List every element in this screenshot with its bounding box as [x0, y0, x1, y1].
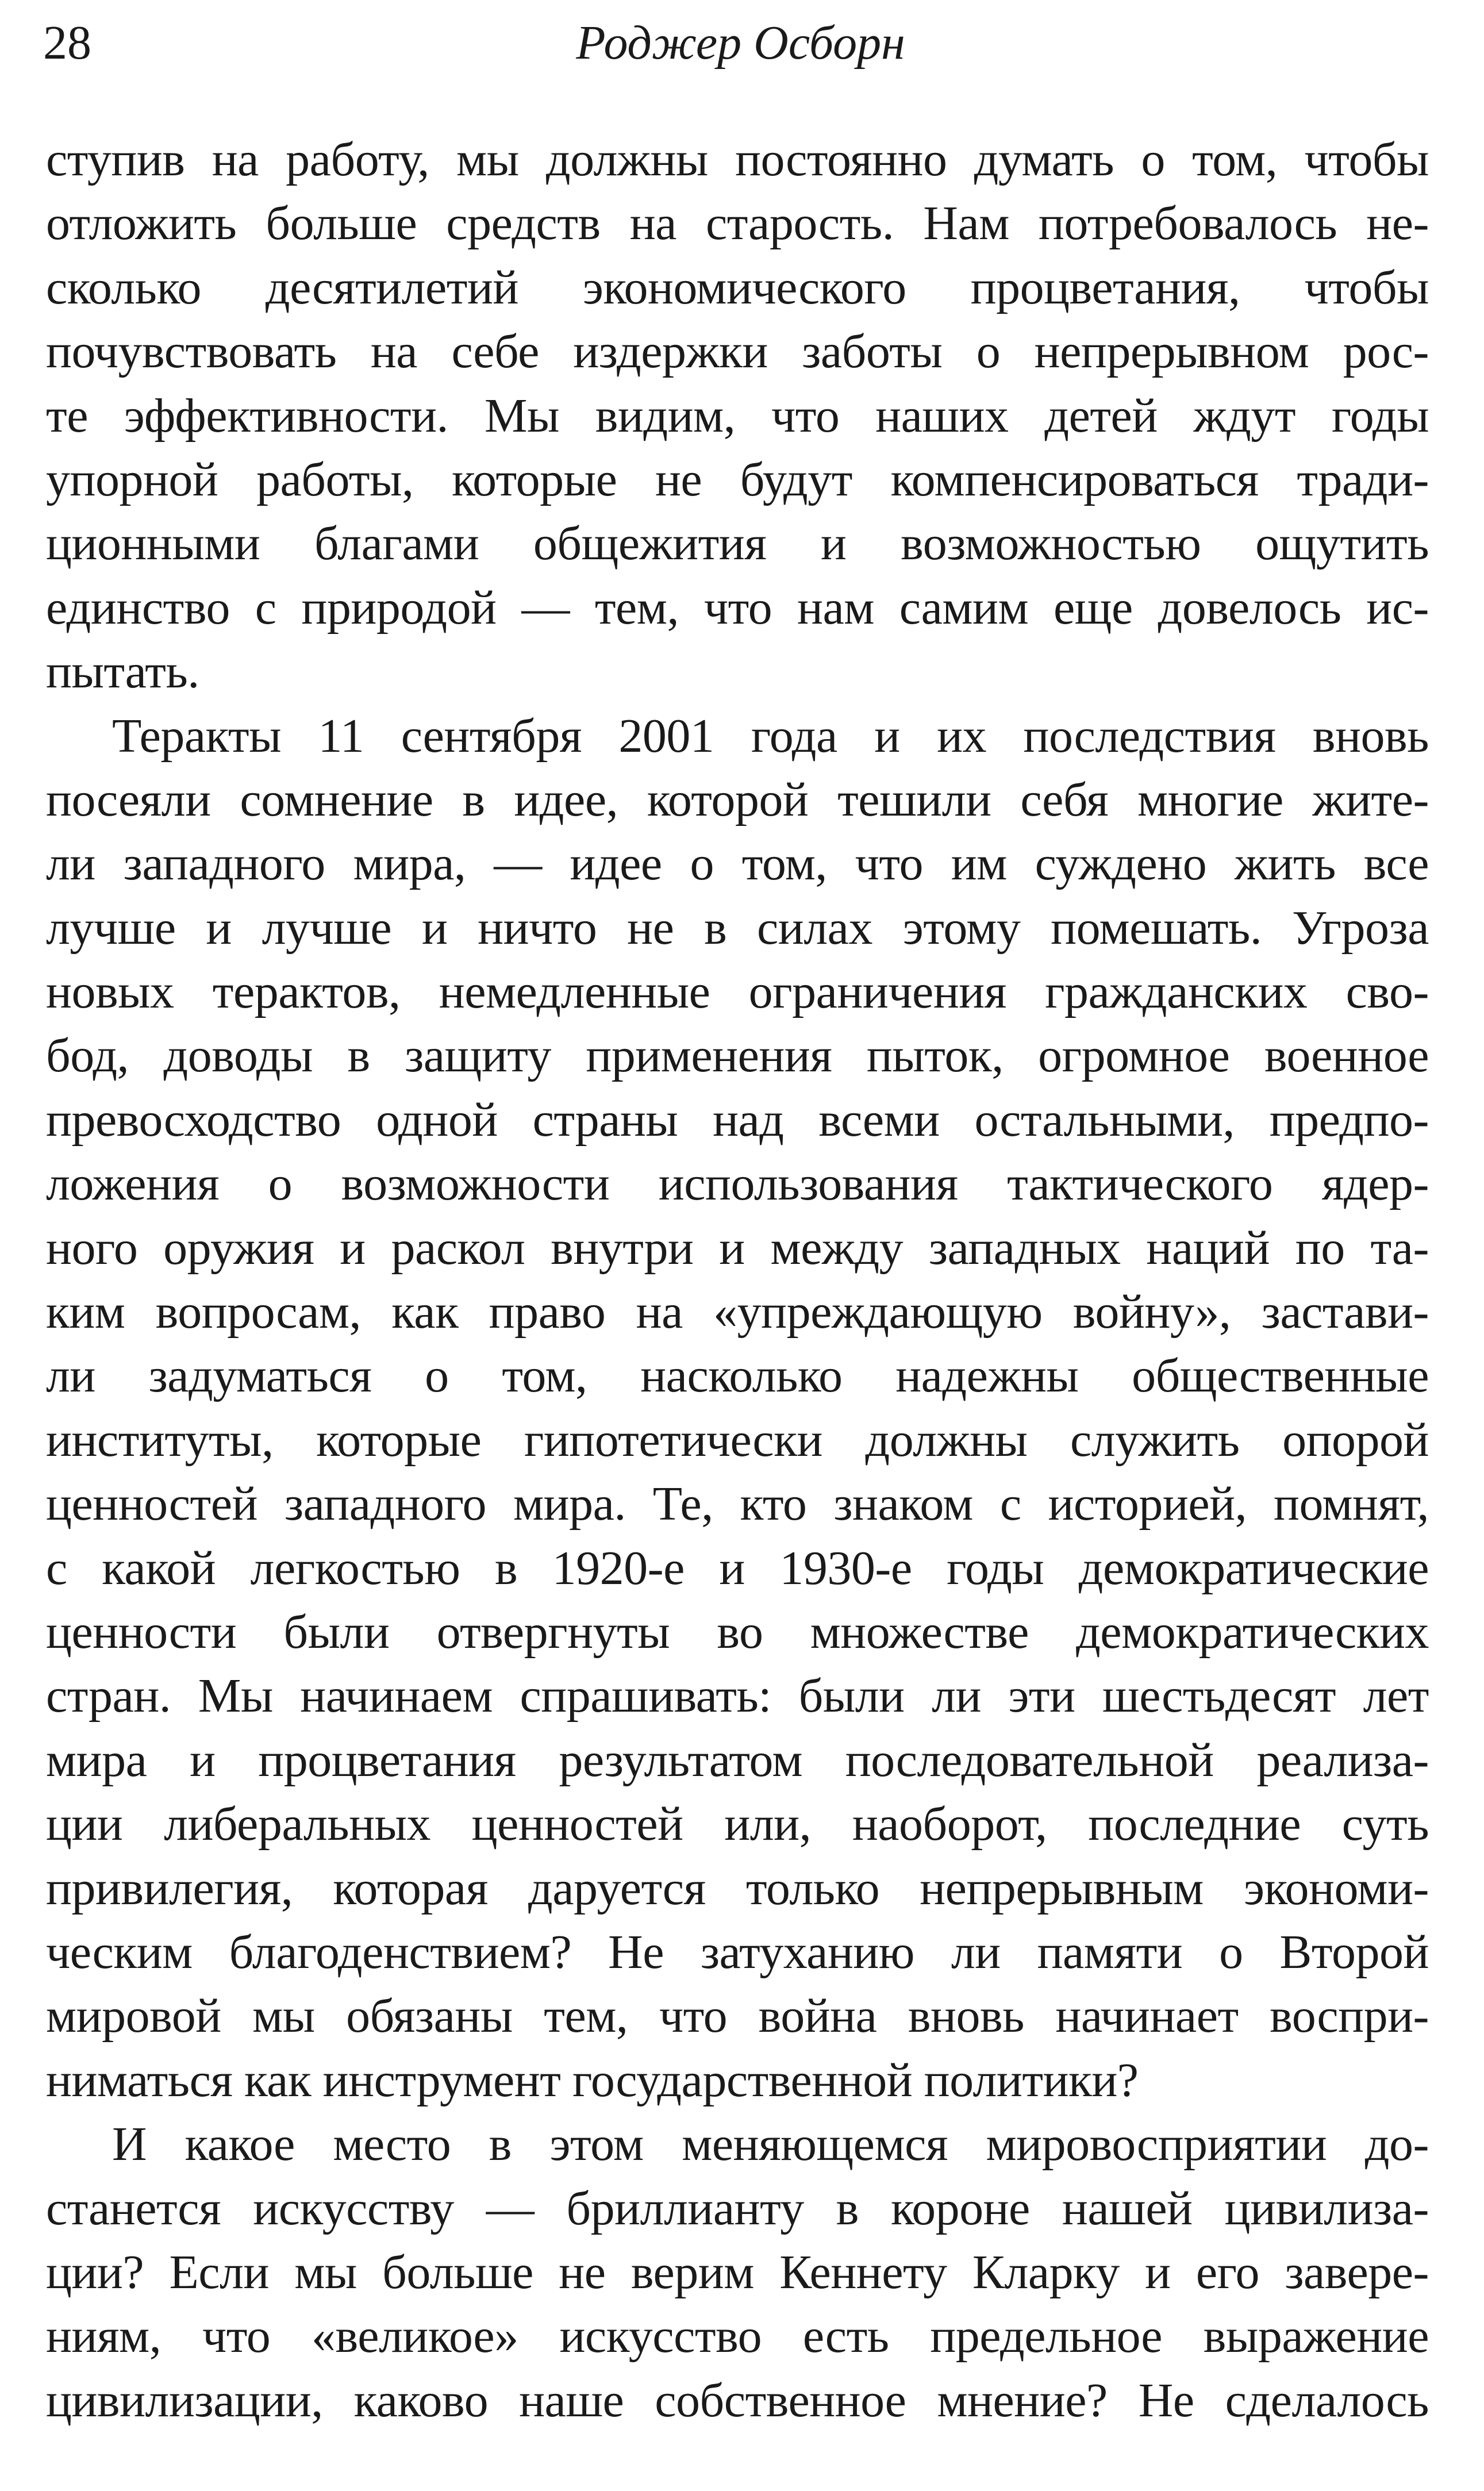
text-line: сколько десятилетий экономического процветания, чтобы: [46, 260, 1429, 314]
text-line: отложить больше средств на старость. Нам потребовалось не-: [46, 197, 1429, 251]
text-line: мировой мы обязаны тем, что война вновь начинает воспри-: [46, 1989, 1429, 2043]
text-line: ции либеральных ценностей или, наоборот, последние суть: [46, 1797, 1429, 1851]
text-line: упорной работы, которые не будут компенсироваться тради-: [46, 452, 1429, 506]
text-line: ниям, что «великое» искусство есть предельное выражение: [46, 2309, 1429, 2363]
text-line: привилегия, которая даруется только непрерывным экономи-: [46, 1861, 1429, 1915]
text-line: стран. Мы начинаем спрашивать: были ли эти шестьдесят лет: [46, 1669, 1429, 1723]
paragraph-start-line: И какое место в этом меняющемся мировосприятии до-: [112, 2117, 1429, 2171]
text-line: цивилизации, каково наше собственное мнение? Не сделалось: [46, 2373, 1429, 2427]
text-line: единство с природой — тем, что нам самим еще довелось ис-: [46, 581, 1429, 635]
text-line: с какой легкостью в 1920-е и 1930-е годы демократические: [46, 1541, 1429, 1595]
text-line: ступив на работу, мы должны постоянно думать о том, чтобы: [46, 133, 1429, 186]
text-line: ложения о возможности использования тактического ядер-: [46, 1157, 1429, 1211]
text-line: превосходство одной страны над всеми остальными, предпо-: [46, 1093, 1429, 1147]
text-line: пытать.: [46, 645, 199, 699]
text-line: ли задуматься о том, насколько надежны общественные: [46, 1349, 1429, 1403]
text-line: те эффективности. Мы видим, что наших детей ждут годы: [46, 389, 1429, 443]
text-line: ции? Если мы больше не верим Кеннету Кларку и его завере-: [46, 2245, 1429, 2299]
page-number: 28: [43, 16, 91, 70]
text-line: станется искусству — бриллианту в короне нашей цивилиза-: [46, 2181, 1429, 2235]
paragraph-start-line: Теракты 11 сентября 2001 года и их последствия вновь: [112, 709, 1429, 763]
text-line: новых терактов, немедленные ограничения гражданских сво-: [46, 965, 1429, 1019]
body-text: [46, 128, 1429, 2432]
text-line: почувствовать на себе издержки заботы о непрерывном рос-: [46, 325, 1429, 379]
page-header: [43, 11, 1438, 75]
text-line: бод, доводы в защиту применения пыток, огромное военное: [46, 1029, 1429, 1083]
text-line: ческим благоденствием? Не затуханию ли памяти о Второй: [46, 1925, 1429, 1979]
running-head: Роджер Осборн: [576, 16, 905, 70]
text-line: посеяли сомнение в идее, которой тешили себя многие жите-: [46, 772, 1429, 827]
text-line: ценностей западного мира. Те, кто знаком с историей, помнят,: [46, 1477, 1429, 1531]
text-line: ли западного мира, — идее о том, что им суждено жить все: [46, 837, 1429, 891]
text-line: ниматься как инструмент государственной политики?: [46, 2053, 1139, 2107]
text-line: ционными благами общежития и возможностью ощутить: [46, 517, 1429, 571]
text-line: ного оружия и раскол внутри и между западных наций по та-: [46, 1221, 1429, 1275]
text-line: ким вопросам, как право на «упреждающую войну», застави-: [46, 1285, 1429, 1339]
text-line: институты, которые гипотетически должны служить опорой: [46, 1413, 1429, 1467]
text-line: ценности были отвергнуты во множестве демократических: [46, 1605, 1429, 1659]
text-line: мира и процветания результатом последовательной реализа-: [46, 1733, 1429, 1787]
text-line: лучше и лучше и ничто не в силах этому помешать. Угроза: [46, 901, 1429, 955]
